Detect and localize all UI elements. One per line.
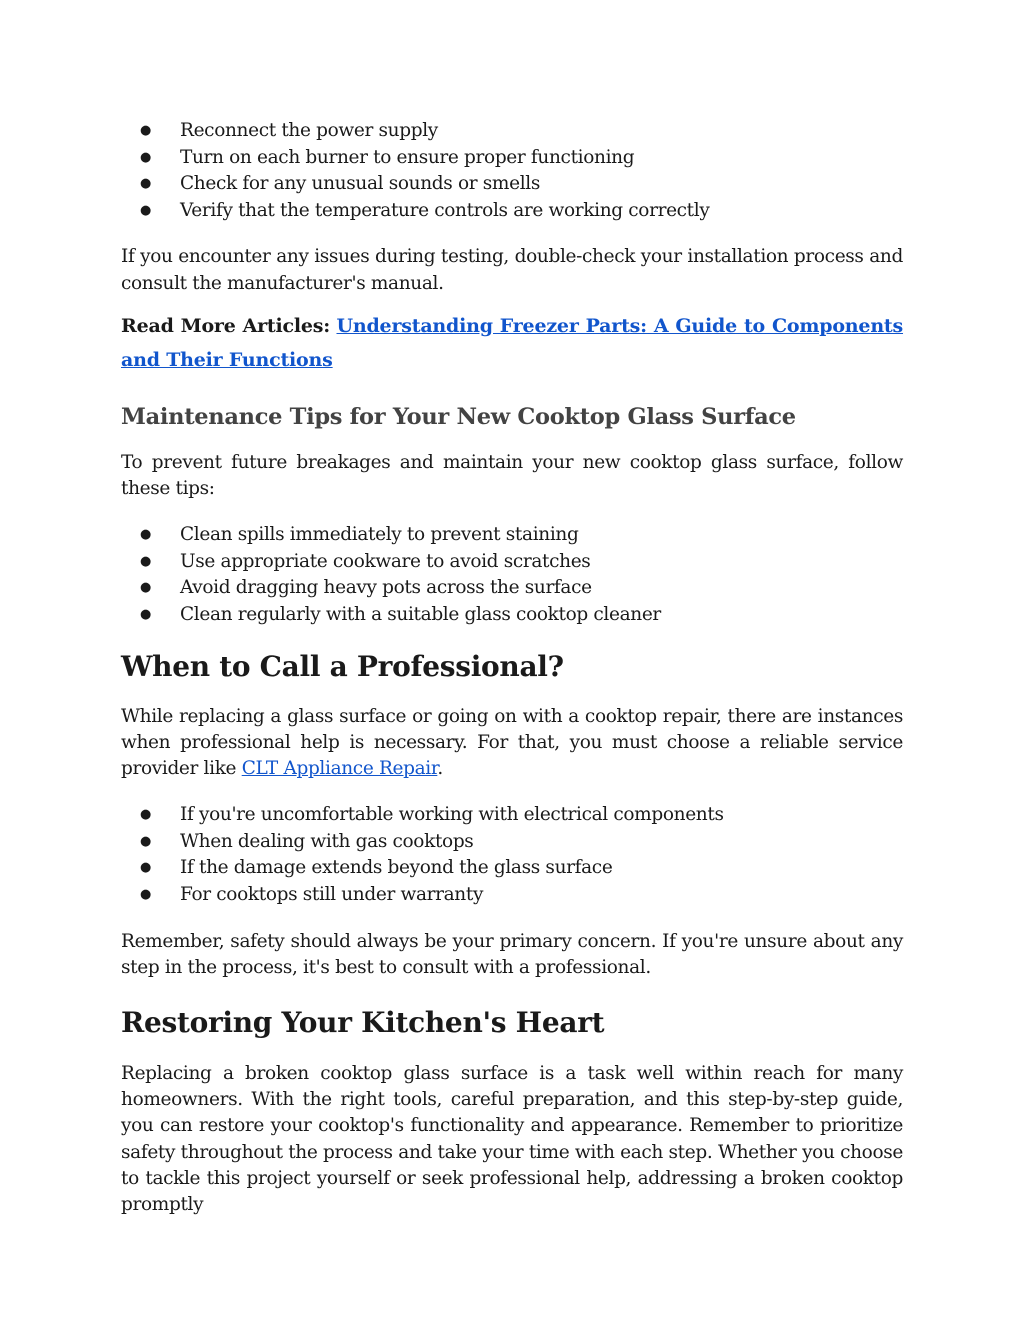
list-item: ● Verify that the temperature controls are working correctly	[121, 198, 903, 225]
professional-closing-paragraph: Remember, safety should always be your primary concern. If you're unsure about any step in the process, it's best to consult with a professional.	[121, 930, 903, 978]
professional-cases-list	[121, 802, 903, 908]
bullet-icon: ●	[140, 149, 151, 165]
bullet-icon: ●	[140, 202, 151, 218]
professional-heading: When to Call a Professional?	[121, 649, 564, 683]
list-item: ● If the damage extends beyond the glass surface	[121, 855, 903, 882]
bullet-icon: ●	[140, 860, 151, 876]
testing-note-paragraph: If you encounter any issues during testing, double-check your installation process and consult the manufacturer's manual.	[121, 246, 903, 294]
bullet-icon: ●	[140, 176, 151, 192]
read-more-paragraph	[121, 309, 903, 377]
list-item: ● Turn on each burner to ensure proper functioning	[121, 145, 903, 172]
list-item: ● Check for any unusual sounds or smells	[121, 171, 903, 198]
test-steps-list	[121, 118, 903, 224]
document-page	[121, 118, 903, 1218]
clt-appliance-repair-link[interactable]: CLT Appliance Repair	[241, 757, 438, 779]
bullet-icon: ●	[140, 553, 151, 569]
list-item: ● If you're uncomfortable working with electrical components	[121, 802, 903, 829]
list-item: ● Avoid dragging heavy pots across the surface	[121, 575, 903, 602]
bullet-icon: ●	[140, 527, 151, 543]
bullet-icon: ●	[140, 606, 151, 622]
restoring-body-paragraph: Replacing a broken cooktop glass surface is a task well within reach for many homeowners. With the right tools, careful preparation, and this step-by-step guide, you can restore your cooktop's functionality and appearance. Remember to prioritize safety throughout the process and take your time with each step. Whether you choose to tackle this project yourself or seek professional help, addressing a broken cooktop promptly	[121, 1062, 903, 1215]
bullet-icon: ●	[140, 807, 151, 823]
read-more-label: Read More Articles:	[121, 314, 331, 337]
professional-intro-paragraph: While replacing a glass surface or going on with a cooktop repair, there are instances when professional help is necessary. For that, you must choose a reliable service provider like CLT Appliance Repair.	[121, 705, 903, 779]
bullet-icon: ●	[140, 123, 151, 138]
restoring-heading: Restoring Your Kitchen's Heart	[121, 1005, 605, 1039]
list-item: ● Reconnect the power supply	[121, 118, 903, 145]
read-more-link[interactable]: Understanding Freezer Parts: A Guide to Components and Their Functions	[121, 314, 904, 371]
maintenance-intro-paragraph: To prevent future breakages and maintain your new cooktop glass surface, follow these tips:	[121, 451, 903, 499]
maintenance-heading: Maintenance Tips for Your New Cooktop Glass Surface	[121, 403, 796, 430]
bullet-icon: ●	[140, 833, 151, 849]
maintenance-tips-list	[121, 522, 903, 628]
list-item: ● Use appropriate cookware to avoid scratches	[121, 549, 903, 576]
list-item: ● Clean spills immediately to prevent staining	[121, 522, 903, 549]
list-item: ● When dealing with gas cooktops	[121, 829, 903, 856]
bullet-icon: ●	[140, 580, 151, 596]
list-item: ● For cooktops still under warranty	[121, 882, 903, 909]
bullet-icon: ●	[140, 886, 151, 902]
list-item: ● Clean regularly with a suitable glass cooktop cleaner	[121, 602, 903, 629]
